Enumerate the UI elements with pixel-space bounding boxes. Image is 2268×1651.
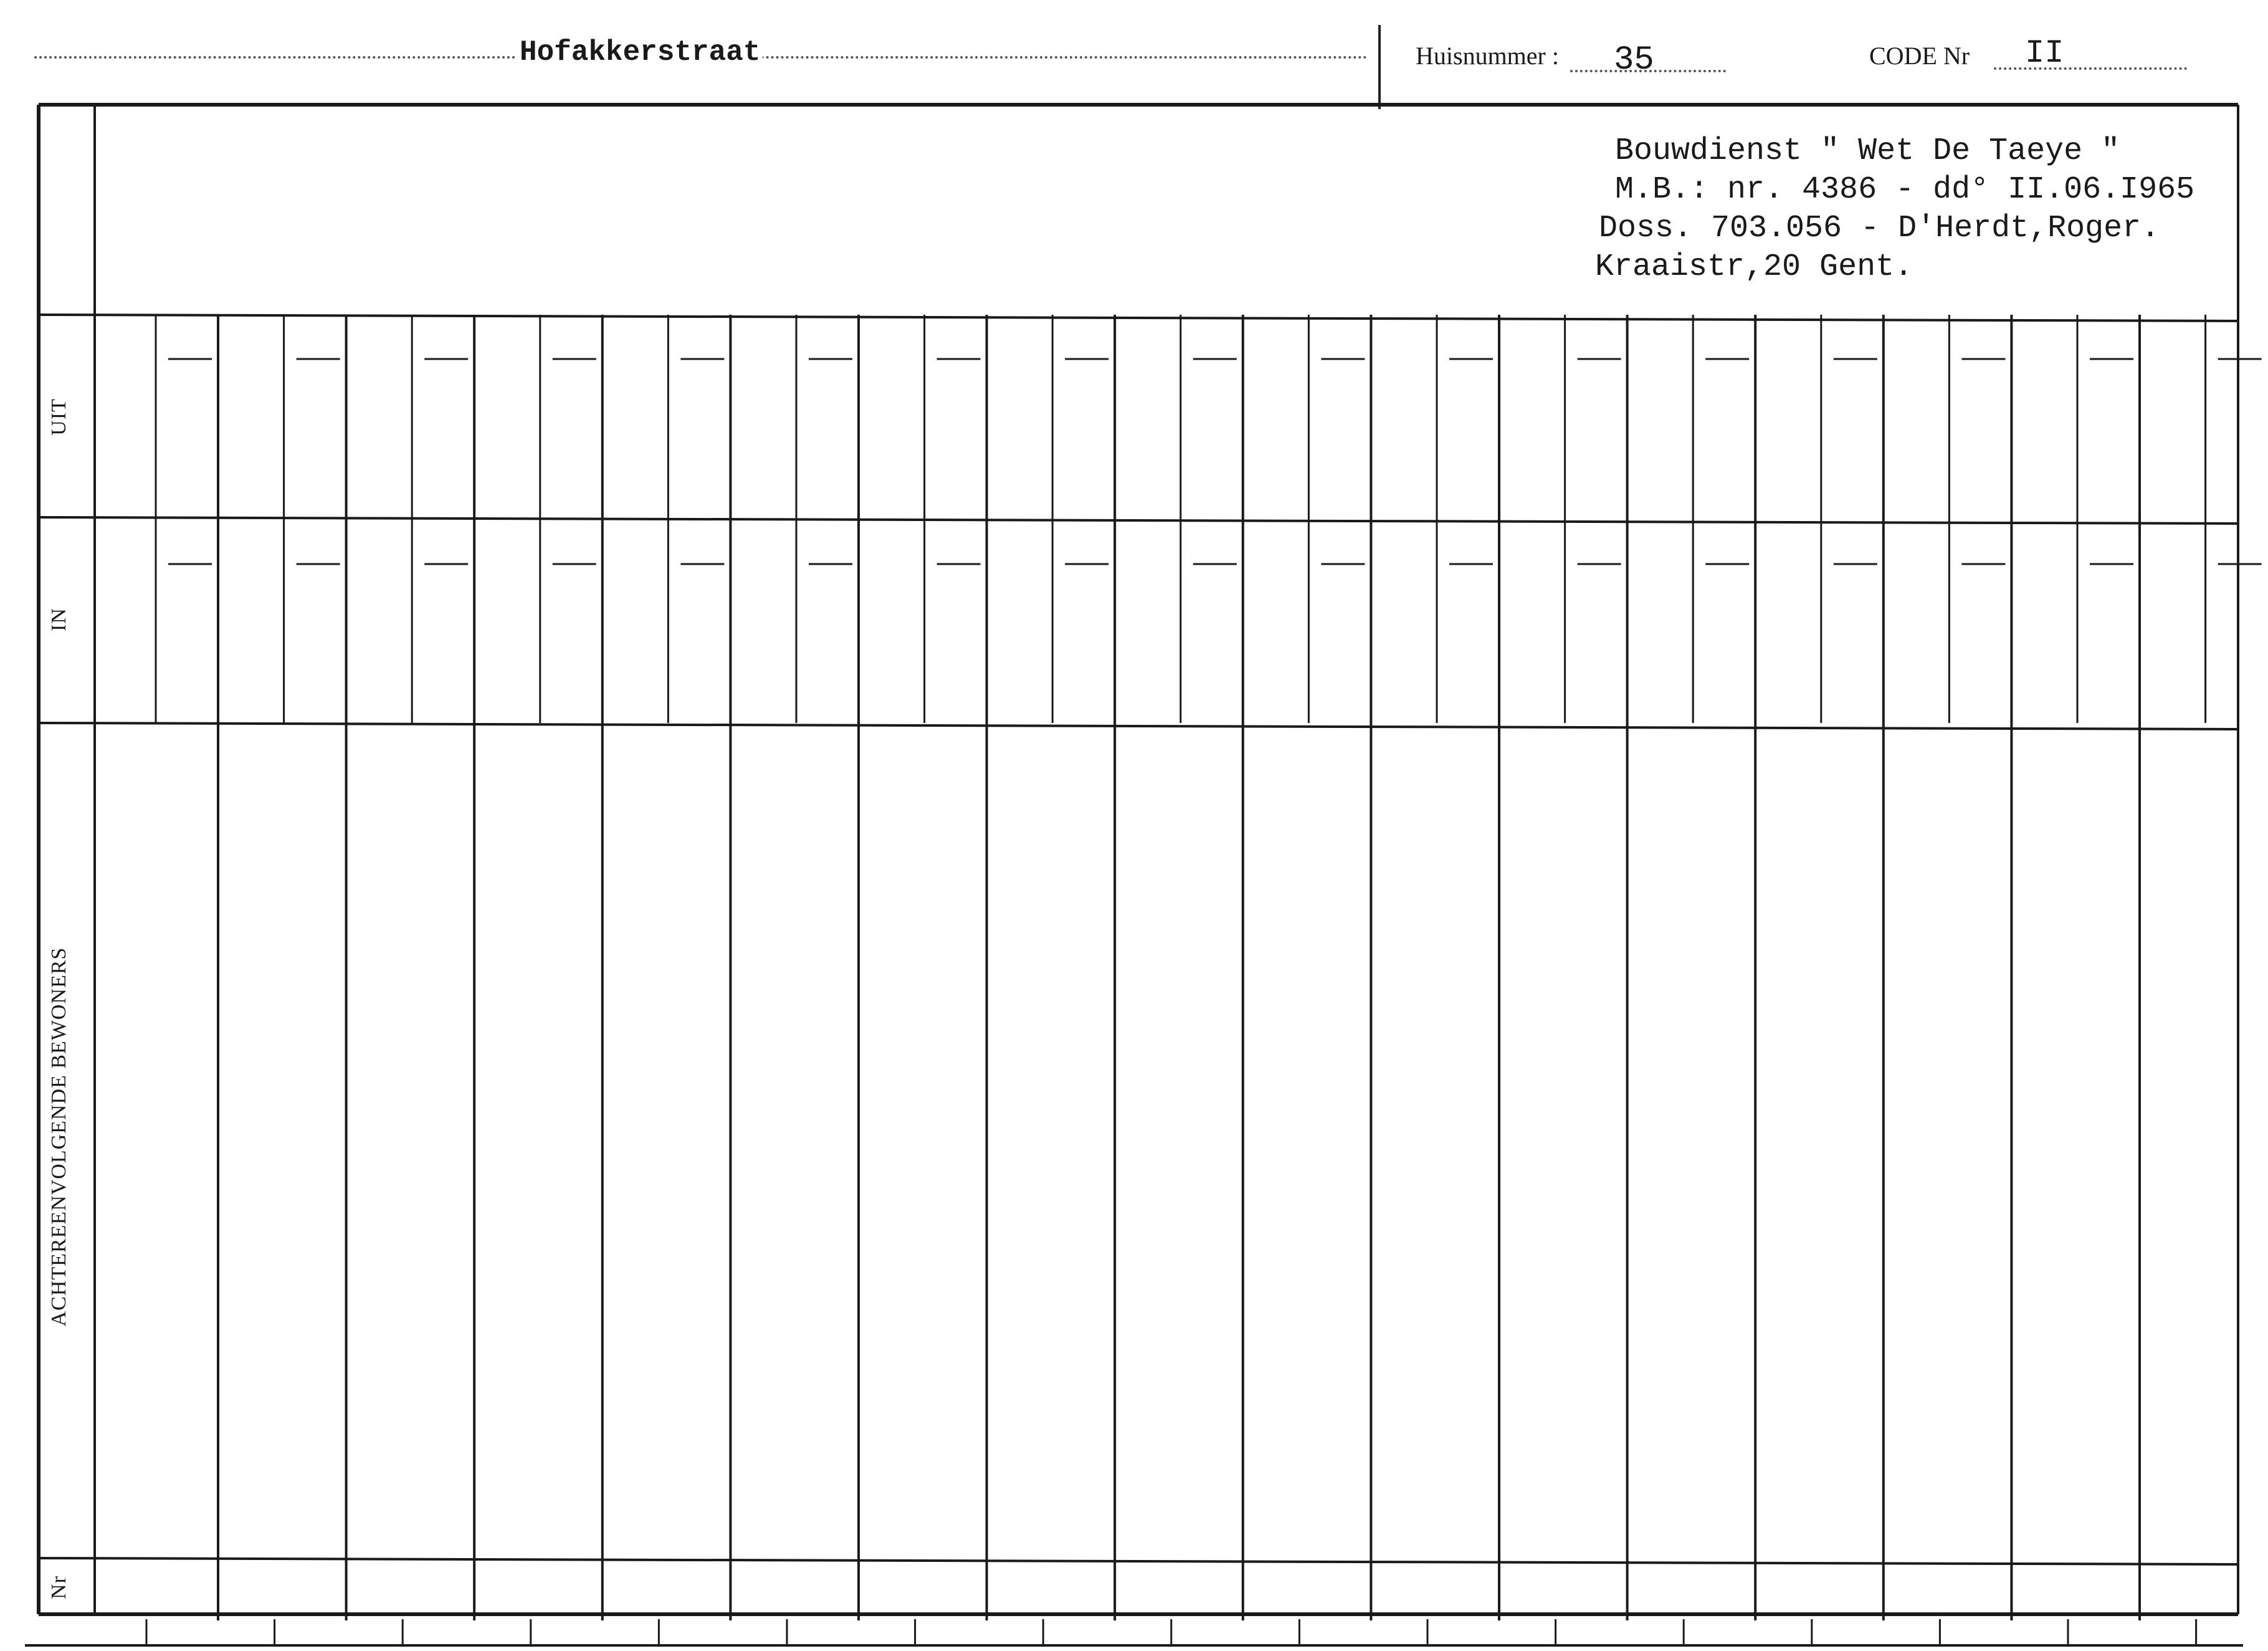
row-label-nr: Nr (47, 1576, 70, 1599)
memo-line-2: M.B.: nr. 4386 - dd° II.06.I965 (1615, 172, 2195, 208)
memo-line-3: Doss. 703.056 - D'Herdt,Roger. (1599, 211, 2160, 246)
row-divider (39, 315, 2238, 321)
row-divider (39, 517, 2238, 524)
row-divider (39, 1558, 2238, 1564)
house-number-value: 35 (1614, 41, 1654, 79)
street-name: Hofakkerstraat (517, 36, 763, 69)
row-divider (39, 723, 2238, 729)
row-label-in: IN (47, 608, 70, 631)
house-number-label: Huisnummer : (1416, 42, 1559, 70)
memo-line-1: Bouwdienst " Wet De Taeye " (1615, 133, 2120, 169)
memo-line-4: Kraaistr,20 Gent. (1595, 249, 1913, 285)
code-label: CODE Nr (1869, 42, 1970, 70)
row-label-residents: ACHTEREENVOLGENDE BEWONERS (47, 947, 70, 1327)
code-value: II (2025, 35, 2064, 72)
row-label-uit: UIT (47, 398, 70, 436)
